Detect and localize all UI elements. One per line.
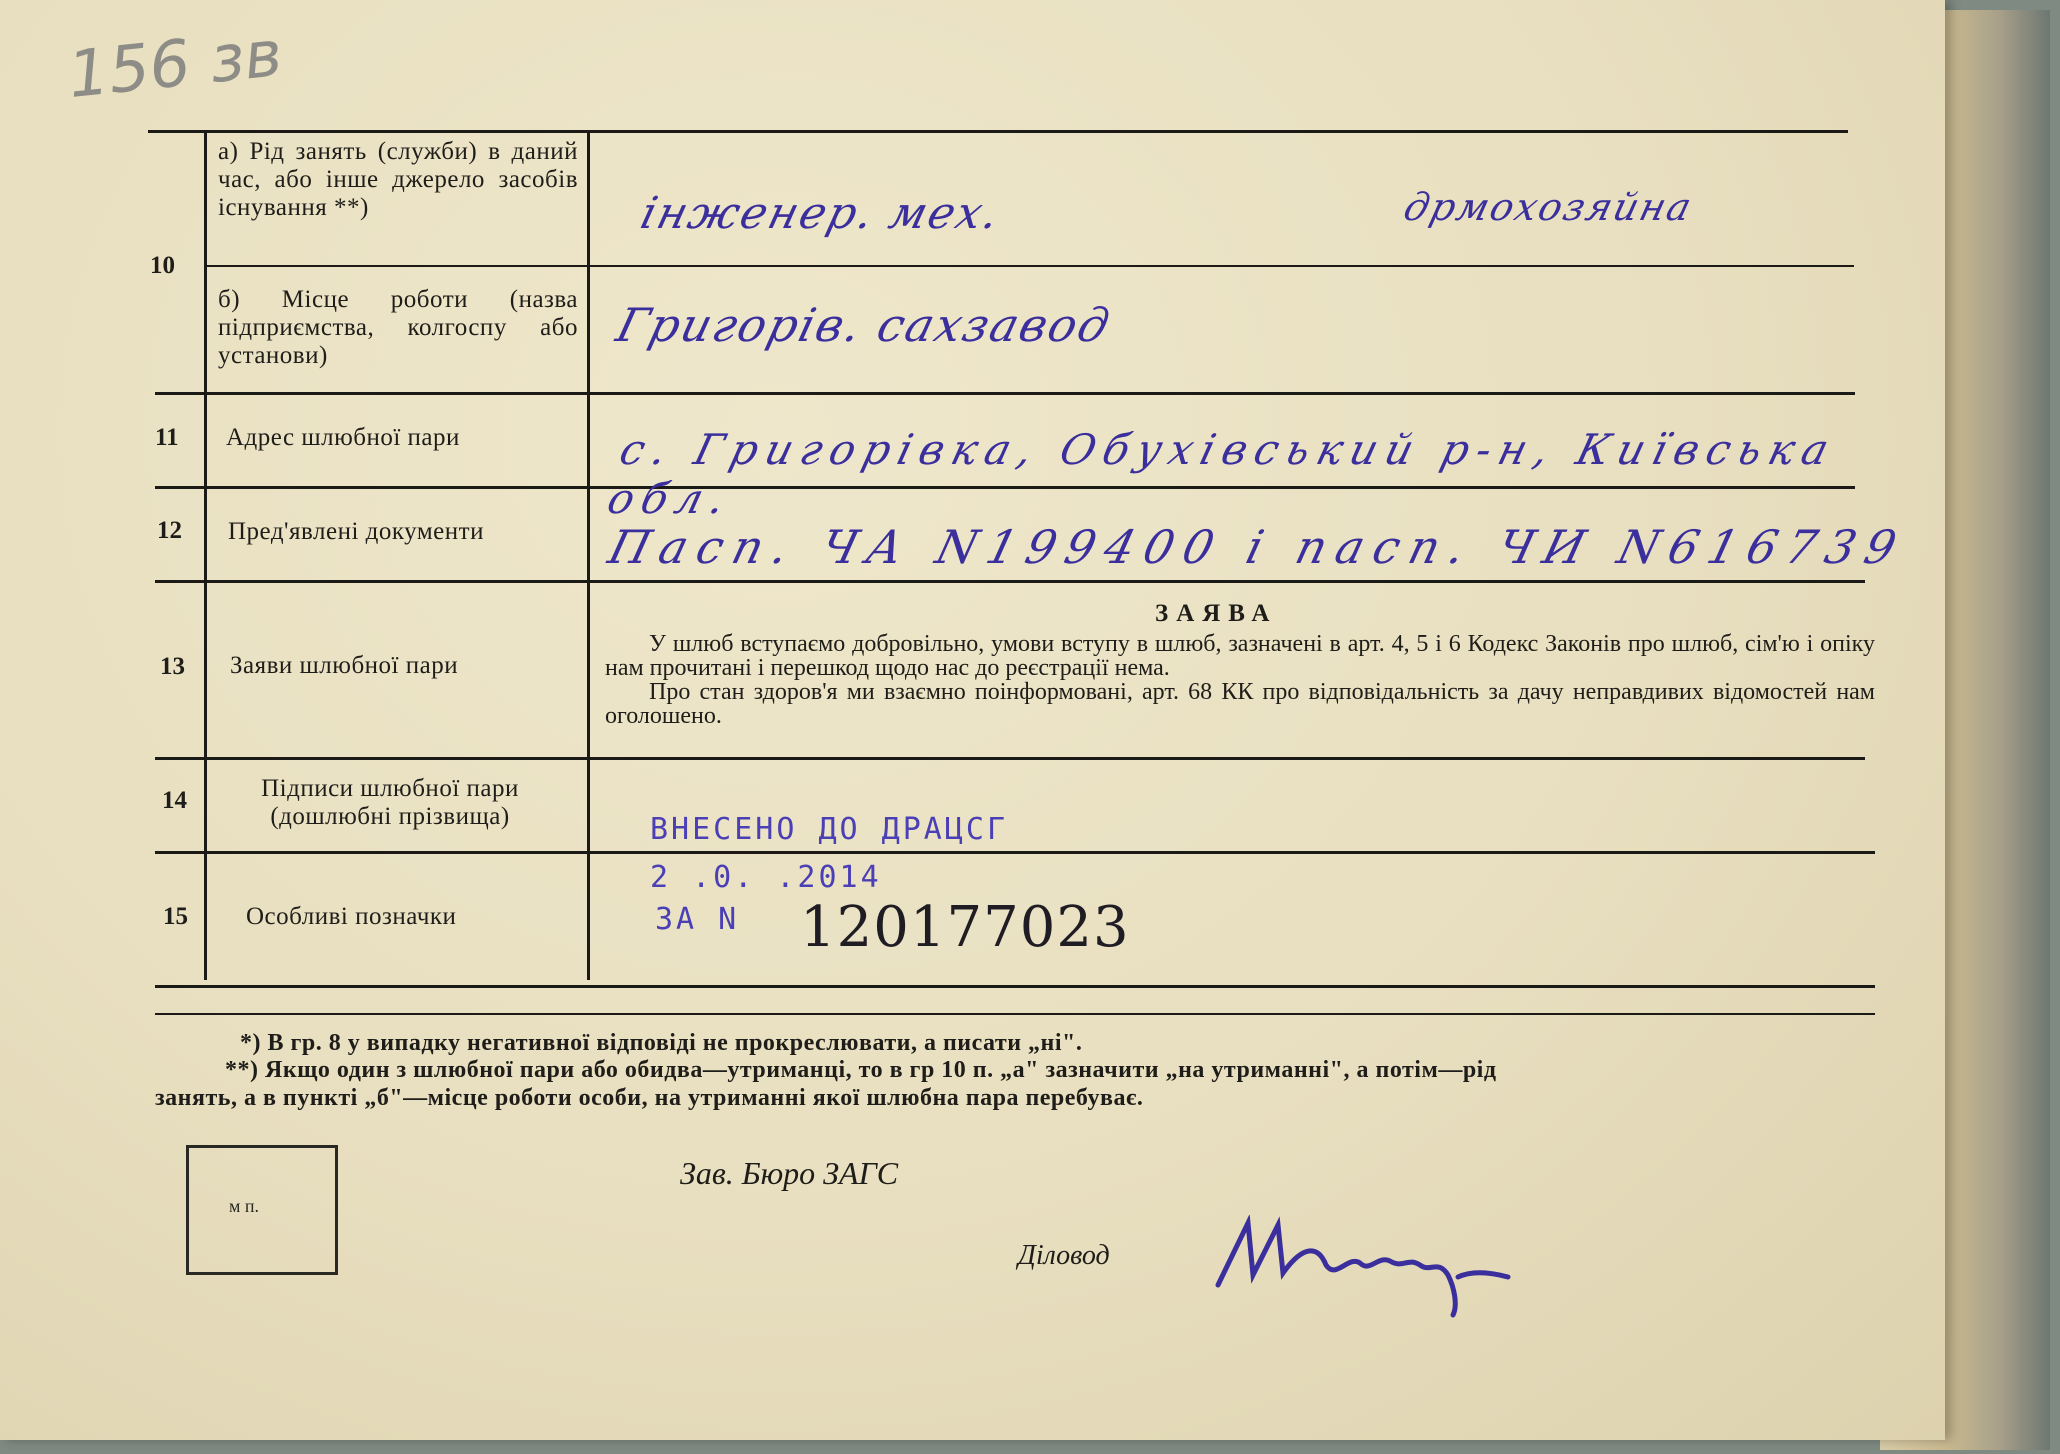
stamp-registered-line: ВНЕСЕНО ДО ДРАЦСГ <box>650 812 1009 847</box>
archive-number: 156 зв <box>64 17 286 113</box>
registry-head-label: Зав. Бюро ЗАГС <box>680 1155 899 1191</box>
clerk-label: Діловод <box>1018 1240 1110 1271</box>
documents-value: Пасп. ЧА N199400 і пасп. ЧИ N616739 <box>603 520 1912 574</box>
row-number-10: 10 <box>150 252 175 279</box>
stamp-number-value: 120177023 <box>800 895 1130 960</box>
show-through-text <box>600 150 610 197</box>
workplace-value: Григорів. сахзавод <box>611 298 1117 352</box>
row-number-12: 12 <box>157 517 182 544</box>
declaration-paragraph-2: Про стан здоров'я ми взаємно поінформовані, арт. 68 КК про відповідальність за дачу неправдивих відомостей нам оголошено. <box>605 679 1875 729</box>
row-divider-13 <box>155 757 1865 760</box>
table-top-border <box>148 130 1848 133</box>
row-divider-12 <box>155 580 1865 583</box>
row-label-14: Підписи шлюбної пари (дошлюбні прізвища) <box>261 775 519 830</box>
row-number-11: 11 <box>155 424 179 451</box>
table-bottom-border <box>155 985 1875 988</box>
address-value: с. Григорівка, Обухівський р-н, Київська обл. <box>602 425 1842 523</box>
footnote-2a: **) Якщо один з шлюбної пари або обидва—утриманці, то в гр 10 п. „а" зазначити „на утриманні", а потім—рід <box>225 1057 1497 1083</box>
row-number-15: 15 <box>163 903 188 930</box>
occupation-extra-value: дрмохозяйна <box>1399 185 1698 229</box>
row-label-10a: а) Рід занять (служби) в даний час, або інше джерело засобів існування **) <box>218 138 578 221</box>
declaration-paragraph-1: У шлюб вступаємо добровільно, умови вступу в шлюб, зазначені в арт. 4, 5 і 6 Кодекс Законів про шлюб, сім'ю і опіку нам прочитані і перешкод щодо нас до реєстрації нема. <box>605 631 1875 681</box>
footnote-rule <box>155 1013 1875 1015</box>
seal-place-box <box>186 1145 338 1275</box>
declaration-text <box>605 632 1875 728</box>
row-label-15: Особливі позначки <box>246 903 457 930</box>
occupation-value: інженер. мех. <box>635 188 1006 239</box>
row-label-11: Адрес шлюбної пари <box>226 424 460 451</box>
seal-place-label: м п. <box>229 1196 260 1216</box>
row-label-13: Заяви шлюбної пари <box>230 652 459 679</box>
row-number-13: 13 <box>160 653 185 680</box>
footnote-2b: занять, а в пункті „б"—місце роботи особи, на утриманні якої шлюбна пара перебуває. <box>155 1085 1144 1111</box>
row-label-10b: б) Місце роботи (назва підприємства, колгоспу або установи) <box>218 286 578 369</box>
stamp-number-label: ЗА N <box>655 902 740 937</box>
row-label-12: Пред'явлені документи <box>228 518 484 545</box>
row-divider-10a <box>204 265 1854 267</box>
row-divider-10 <box>155 392 1855 395</box>
row-number-14: 14 <box>162 787 187 814</box>
footnote-1: *) В гр. 8 у випадку негативної відповіді не прокреслювати, а писати „ні". <box>240 1030 1083 1056</box>
clerk-signature <box>1208 1215 1538 1325</box>
declaration-title: ЗАЯВА <box>1155 600 1278 627</box>
stamp-date: 2 .0. .2014 <box>650 860 882 895</box>
row-divider-14 <box>155 851 1875 854</box>
